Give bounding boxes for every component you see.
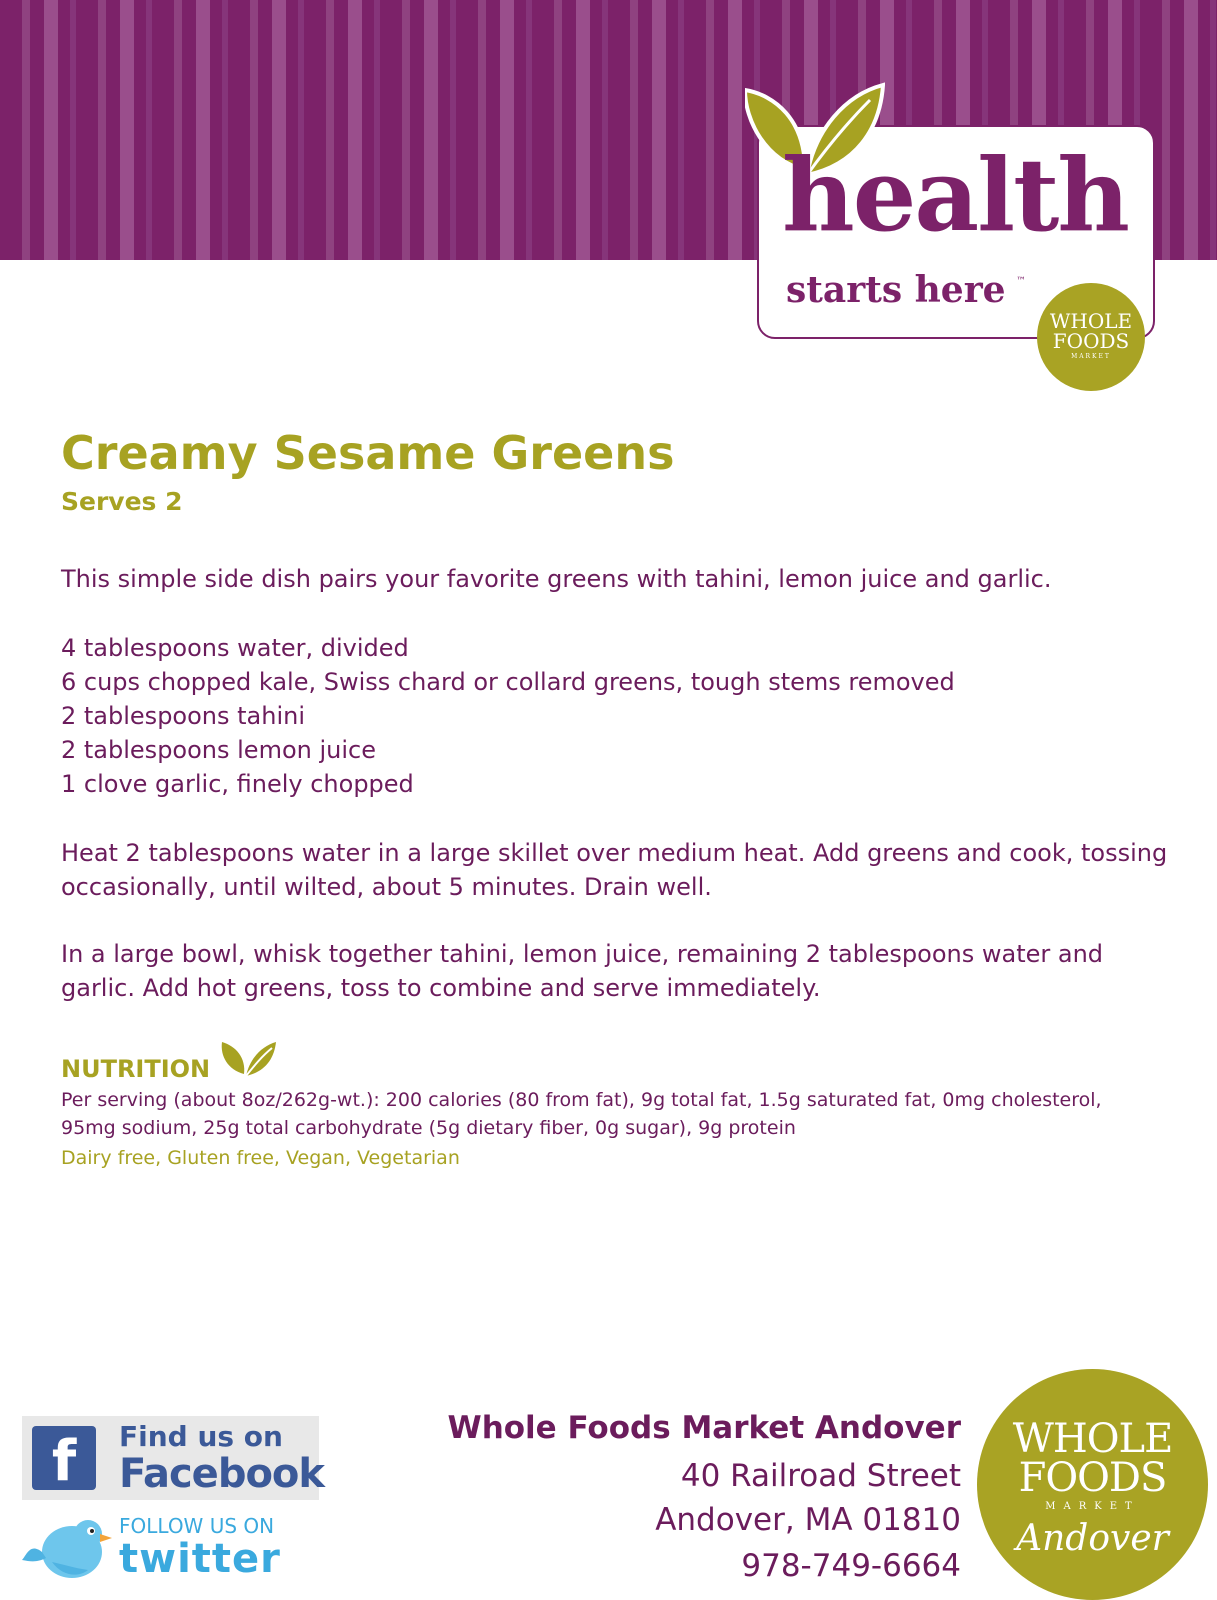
store-phone: 978-749-6664 (741, 1548, 961, 1584)
badge-small-line1: WHOLE (1049, 309, 1133, 333)
recipe-serves: Serves 2 (61, 487, 183, 516)
badge-line3: MARKET (1045, 1501, 1140, 1512)
nutrition-details: Per serving (about 8oz/262g-wt.): 200 calories (80 from fat), 9g total fat, 1.5g saturated fat, 0mg cholesterol, 95mg sodium, 25g total carbohydrate (5g dietary fiber, 0g sugar), 9g protein (61, 1089, 1102, 1139)
recipe-step-1: Heat 2 tablespoons water in a large skillet over medium heat. Add greens and cook, tossing occasionally, until wilted, about 5 minutes. Drain well. (61, 839, 1168, 901)
ingredient-item: 4 tablespoons water, divided (61, 634, 409, 662)
twitter-brand-text[interactable]: twitter (119, 1536, 281, 1582)
store-address-line2: Andover, MA 01810 (655, 1502, 961, 1538)
whole-foods-badge-small (1037, 283, 1145, 391)
whole-foods-andover-badge (977, 1369, 1208, 1600)
facebook-icon: f (32, 1426, 96, 1490)
recipe-title: Creamy Sesame Greens (61, 426, 675, 480)
logo-health-text: health (782, 136, 1129, 254)
recipe-intro: This simple side dish pairs your favorite greens with tahini, lemon juice and garlic. (61, 565, 1052, 593)
ingredient-item: 2 tablespoons tahini (61, 702, 306, 730)
badge-line2: FOODS (1018, 1455, 1167, 1501)
ingredient-item: 6 cups chopped kale, Swiss chard or collard greens, tough stems removed (61, 668, 955, 696)
nutrition-heading: NUTRITION (61, 1055, 211, 1083)
ingredient-item: 2 tablespoons lemon juice (61, 736, 376, 764)
facebook-find-text: Find us on (119, 1420, 283, 1453)
facebook-link[interactable] (22, 1416, 325, 1500)
twitter-bird-icon (22, 1512, 112, 1592)
recipe-step-2: In a large bowl, whisk together tahini, lemon juice, remaining 2 tablespoons water and garlic. Add hot greens, toss to combine and serve immediately. (61, 940, 1104, 1002)
ingredient-item: 1 clove garlic, finely chopped (61, 770, 414, 798)
store-address-line1: 40 Railroad Street (680, 1458, 961, 1494)
facebook-brand-text: Facebook (119, 1451, 325, 1497)
leaf-nutrition-icon (220, 1038, 278, 1078)
diet-labels: Dairy free, Gluten free, Vegan, Vegetarian (61, 1147, 460, 1169)
logo-trademark: ™ (1016, 276, 1026, 287)
badge-line1: WHOLE (1012, 1416, 1173, 1462)
store-name: Whole Foods Market Andover (447, 1410, 961, 1446)
badge-small-line2: FOODS (1052, 329, 1130, 353)
badge-line4: Andover (1016, 1518, 1169, 1559)
twitter-follow-text[interactable]: FOLLOW US ON (119, 1514, 275, 1538)
badge-small-line3: MARKET (1071, 353, 1111, 360)
ingredient-list (61, 631, 955, 801)
logo-tagline: starts here (786, 269, 1006, 311)
